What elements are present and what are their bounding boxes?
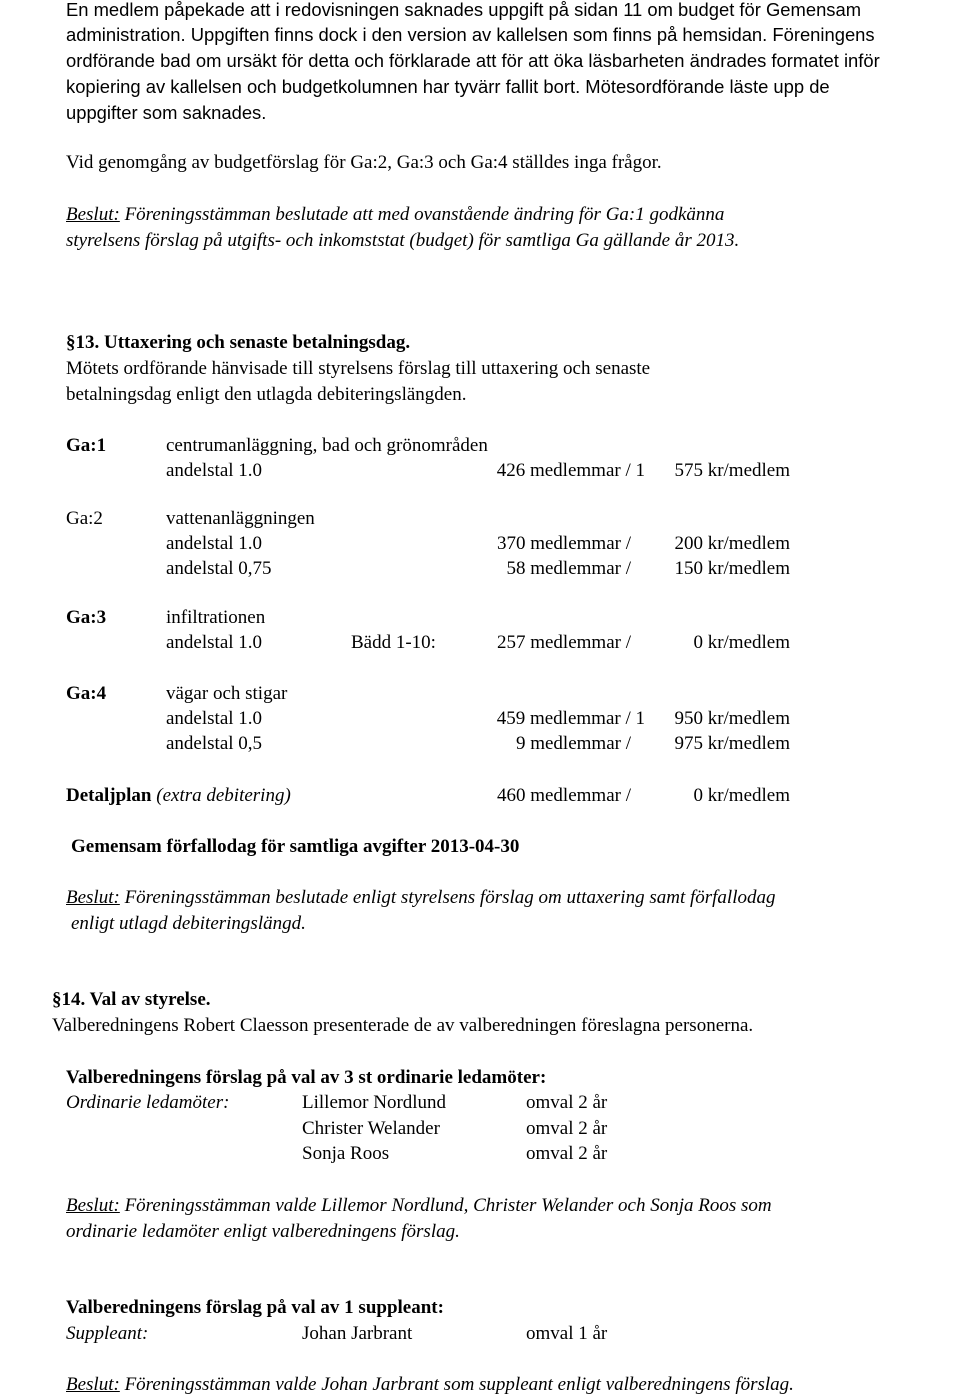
intro-line: En medlem påpekade att i redovisningen saknades uppgift på sidan 11 om budget för Gemensam bbox=[66, 0, 862, 20]
decision-text: Föreningsstämman beslutade att med ovanstående ändring för Ga:1 godkänna bbox=[119, 204, 725, 225]
role-label: Suppleant: bbox=[66, 1323, 149, 1344]
section-14-text: Valberedningens Robert Claesson presenterade de av valberedningen föreslagna personerna. bbox=[52, 1015, 754, 1036]
decision-line bbox=[66, 1193, 772, 1219]
decision-line: ordinarie ledamöter enligt valberedningens förslag. bbox=[66, 1221, 460, 1242]
fee-amount: 200 kr/medlem bbox=[674, 533, 790, 554]
share-value: andelstal 1.0 bbox=[166, 460, 263, 481]
decision-line: styrelsens förslag på utgifts- och inkomststat (budget) för samtliga Ga gällande år 2013. bbox=[66, 230, 740, 251]
section-sign: § bbox=[66, 332, 76, 353]
decision-label: Beslut: bbox=[66, 204, 120, 225]
decision-text: Föreningsstämman beslutade enligt styrelsens förslag om uttaxering samt förfallodag bbox=[119, 887, 776, 908]
decision-line: enligt utlagd debiteringslängd. bbox=[71, 913, 306, 934]
member-count: 370 medlemmar / bbox=[496, 533, 631, 554]
member-count: 460 medlemmar / bbox=[496, 785, 631, 806]
candidate-name: Lillemor Nordlund bbox=[302, 1092, 447, 1113]
member-count: 9 medlemmar / bbox=[515, 733, 631, 754]
section-13-text: betalningsdag enligt den utlagda debiteringslängden. bbox=[66, 384, 467, 405]
candidate-term: omval 2 år bbox=[526, 1118, 608, 1139]
candidate-name: Sonja Roos bbox=[302, 1143, 390, 1164]
decision-label: Beslut: bbox=[66, 887, 120, 908]
fee-amount: 575 kr/medlem bbox=[674, 460, 790, 481]
candidate-term: omval 1 år bbox=[526, 1323, 608, 1344]
candidate-name: Christer Welander bbox=[302, 1118, 440, 1139]
ga-description: vattenanläggningen bbox=[166, 508, 315, 529]
decision-text: Föreningsstämman valde Lillemor Nordlund, Christer Welander och Sonja Roos som bbox=[119, 1195, 772, 1216]
detaljplan-label: Detaljplan (extra debitering) bbox=[66, 785, 291, 806]
decision-text: Föreningsstämman valde Johan Jarbrant som suppleant enligt valberedningens förslag. bbox=[119, 1374, 794, 1395]
member-count: 58 medlemmar / bbox=[506, 558, 631, 579]
share-value: andelstal 0,75 bbox=[166, 558, 272, 579]
ga-label: Ga:4 bbox=[66, 683, 107, 704]
section-13-text: Mötets ordförande hänvisade till styrelsens förslag till uttaxering och senaste bbox=[66, 358, 651, 379]
share-value: andelstal 0,5 bbox=[166, 733, 263, 754]
intro-line: ordförande bad om ursäkt för detta och förklarade att för att öka läsbarheten ändrades formatet inför bbox=[66, 50, 880, 71]
member-count: 426 medlemmar / 1 bbox=[496, 460, 645, 481]
ga-description: infiltrationen bbox=[166, 607, 266, 628]
share-value: andelstal 1.0 bbox=[166, 708, 263, 729]
proposal-heading: Valberedningens förslag på val av 3 st ordinarie ledamöter: bbox=[66, 1067, 547, 1088]
candidate-term: omval 2 år bbox=[526, 1092, 608, 1113]
decision-deputy bbox=[66, 1372, 794, 1398]
section-sign: § bbox=[52, 989, 62, 1010]
bed-range: Bädd 1-10: bbox=[351, 632, 436, 653]
decision-line bbox=[66, 885, 775, 911]
fee-amount: 0 kr/medlem bbox=[693, 785, 790, 806]
candidate-name: Johan Jarbrant bbox=[302, 1323, 413, 1344]
section-13-heading: §13. Uttaxering och senaste betalningsdag. bbox=[66, 332, 411, 353]
decision-label: Beslut: bbox=[66, 1195, 120, 1216]
ga-label: Ga:3 bbox=[66, 607, 107, 628]
member-count: 459 medlemmar / 1 bbox=[496, 708, 645, 729]
member-count: 257 medlemmar / bbox=[496, 632, 631, 653]
fee-amount: 0 kr/medlem bbox=[693, 632, 790, 653]
decision-line bbox=[66, 202, 724, 228]
ga-description: vägar och stigar bbox=[166, 683, 288, 704]
proposal-heading: Valberedningens förslag på val av 1 suppleant: bbox=[66, 1297, 444, 1318]
ga-description: centrumanläggning, bad och grönområden bbox=[166, 435, 488, 456]
review-text: Vid genomgång av budgetförslag för Ga:2, Ga:3 och Ga:4 ställdes inga frågor. bbox=[66, 152, 662, 173]
candidate-term: omval 2 år bbox=[526, 1143, 608, 1164]
ga-label: Ga:2 bbox=[66, 508, 103, 529]
intro-line: administration. Uppgiften finns dock i den version av kallelsen som finns på hemsidan. Föreningens bbox=[66, 24, 875, 45]
section-14-heading: §14. Val av styrelse. bbox=[52, 989, 211, 1010]
intro-line: kopiering av kallelsen och budgetkolumnen har tyvärr fallit bort. Mötesordförande läste upp de bbox=[66, 76, 830, 97]
fee-amount: 150 kr/medlem bbox=[674, 558, 790, 579]
share-value: andelstal 1.0 bbox=[166, 533, 263, 554]
due-date: Gemensam förfallodag för samtliga avgifter 2013-04-30 bbox=[71, 836, 520, 857]
role-label: Ordinarie ledamöter: bbox=[66, 1092, 230, 1113]
fee-amount: 950 kr/medlem bbox=[674, 708, 790, 729]
fee-amount: 975 kr/medlem bbox=[674, 733, 790, 754]
intro-line: uppgifter som saknades. bbox=[66, 102, 267, 123]
ga-label: Ga:1 bbox=[66, 435, 107, 456]
decision-label: Beslut: bbox=[66, 1374, 120, 1395]
share-value: andelstal 1.0 bbox=[166, 632, 263, 653]
